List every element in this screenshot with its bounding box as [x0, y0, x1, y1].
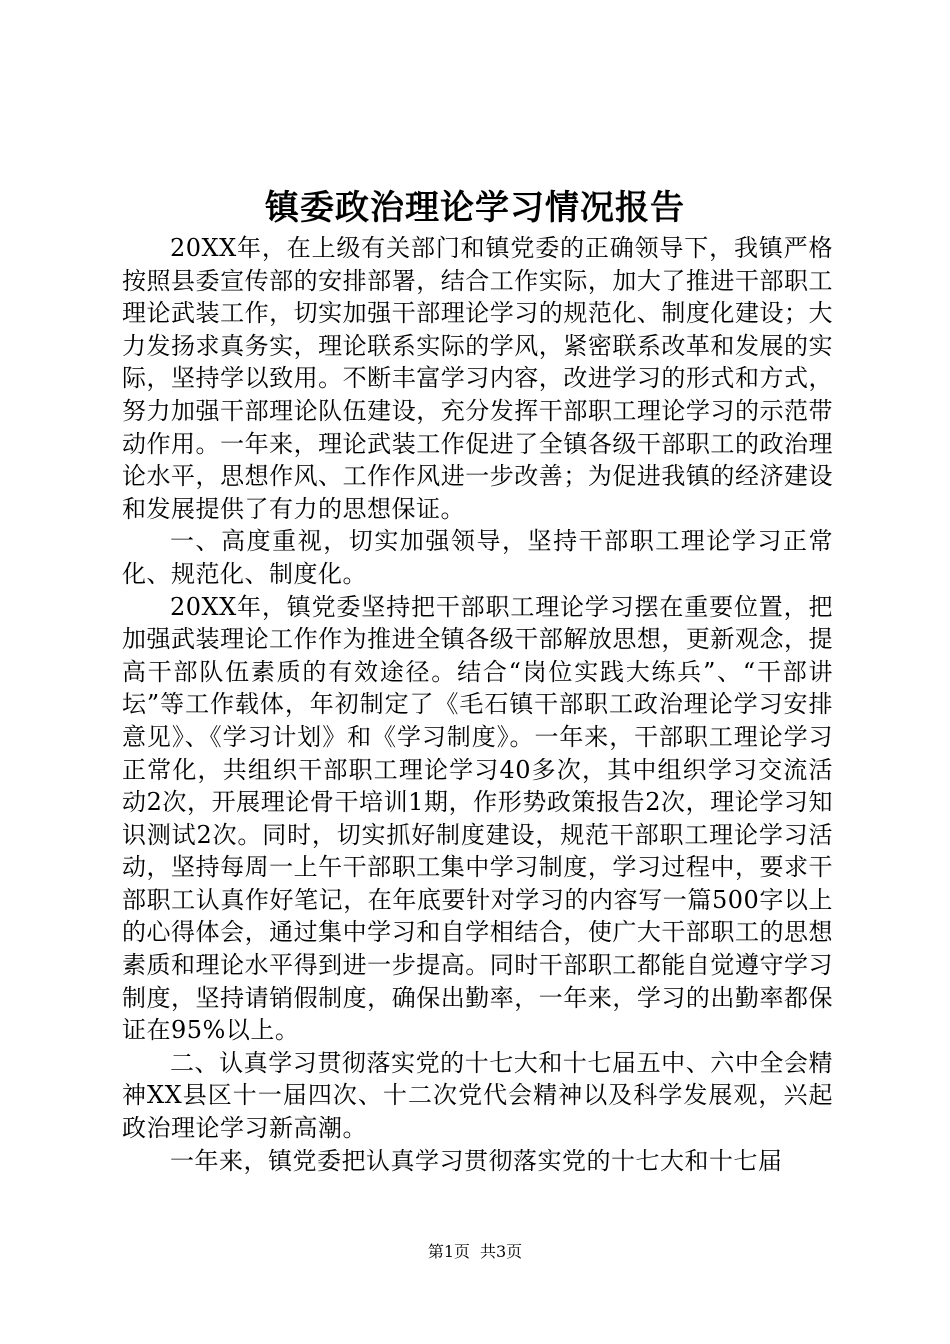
paragraph-intro: 20XX年，在上级有关部门和镇党委的正确领导下，我镇严格按照县委宣传部的安排部署，结合工作实际，加大了推进干部职工理论武装工作，切实加强干部理论学习的规范化、制度化建设；大力发扬求真务实，理论联系实际的学风，紧密联系改革和发展的实际，坚持学以致用。不断丰富学习内容，改进学习的形式和方式，努力加强干部理论队伍建设，充分发挥干部职工理论学习的示范带动作用。一年来，理论武装工作促进了全镇各级干部职工的政治理论水平，思想作风、工作作风进一步改善；为促进我镇的经济建设和发展提供了有力的思想保证。 [122, 234, 833, 523]
page-total: 共3页 [480, 1242, 523, 1261]
paragraph-heading-one: 一、高度重视，切实加强领导，坚持干部职工理论学习正常化、规范化、制度化。 [122, 527, 833, 588]
document-title: 镇委政治理论学习情况报告 [265, 188, 685, 228]
page-footer [0, 1242, 950, 1262]
paragraph-heading-two: 二、认真学习贯彻落实党的十七大和十七届五中、六中全会精神XX县区十一届四次、十二次党代会精神以及科学发展观，兴起政治理论学习新高潮。 [122, 1048, 833, 1143]
document-body [122, 232, 833, 1177]
page-number: 第1页 [427, 1242, 470, 1261]
paragraph-section-two: 一年来，镇党委把认真学习贯彻落实党的十七大和十七届 [170, 1146, 783, 1175]
paragraph-section-one: 20XX年，镇党委坚持把干部职工理论学习摆在重要位置，把加强武装理论工作作为推进全镇各级干部解放思想，更新观念，提高干部队伍素质的有效途径。结合“岗位实践大练兵”、“干部讲坛”等工作载体，年初制定了《毛石镇干部职工政治理论学习安排意见》、《学习计划》和《学习制度》。一年来，干部职工理论学习正常化，共组织干部职工理论学习40多次，其中组织学习交流活动2次，开展理论骨干培训1期，作形势政策报告2次，理论学习知识测试2次。同时，切实抓好制度建设，规范干部职工理论学习活动，坚持每周一上午干部职工集中学习制度，学习过程中，要求干部职工认真作好笔记，在年底要针对学习的内容写一篇500字以上的心得体会，通过集中学习和自学相结合，使广大干部职工的思想素质和理论水平得到进一步提高。同时干部职工都能自觉遵守学习制度，坚持请销假制度，确保出勤率，一年来，学习的出勤率都保证在95%以上。 [122, 592, 833, 1045]
